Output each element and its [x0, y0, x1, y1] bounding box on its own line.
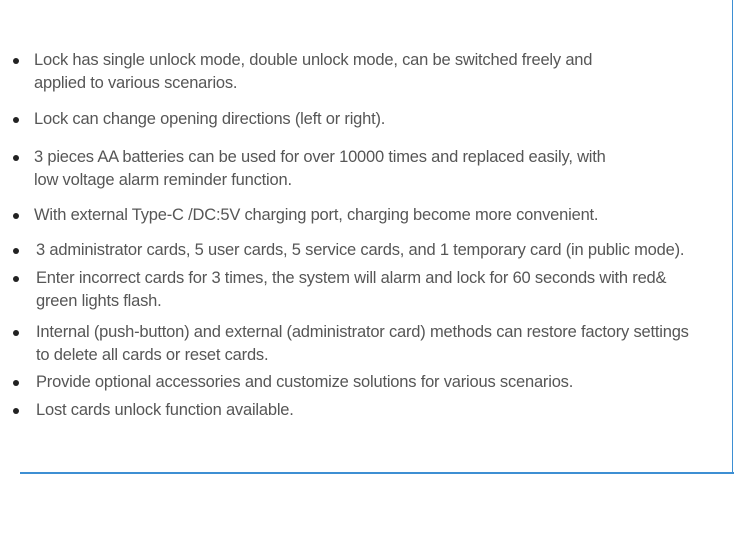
- feature-line: Internal (push-button) and external (administrator card) methods can restore factory settings: [36, 323, 689, 341]
- bullet-icon: [13, 213, 19, 219]
- feature-line: Lock has single unlock mode, double unlock mode, can be switched freely and: [34, 51, 593, 69]
- bullet-icon: [13, 330, 19, 336]
- feature-line: Enter incorrect cards for 3 times, the system will alarm and lock for 60 seconds with red&: [36, 269, 667, 287]
- feature-line: applied to various scenarios.: [34, 74, 238, 92]
- feature-line: low voltage alarm reminder function.: [34, 171, 292, 189]
- feature-text: [34, 108, 385, 131]
- bullet-icon: [13, 380, 19, 386]
- feature-text: [34, 49, 592, 95]
- bullet-icon: [13, 117, 19, 123]
- feature-line: to delete all cards or reset cards.: [36, 346, 269, 364]
- panel-bottom-border: [20, 472, 734, 474]
- feature-line: Lock can change opening directions (left or right).: [34, 110, 386, 128]
- bullet-icon: [13, 276, 19, 282]
- feature-text: [36, 399, 294, 422]
- feature-text: [34, 146, 606, 192]
- bullet-icon: [13, 155, 19, 161]
- feature-text: [36, 371, 573, 394]
- bullet-icon: [13, 58, 19, 64]
- feature-text: [36, 321, 689, 367]
- feature-line: green lights flash.: [36, 292, 162, 310]
- feature-line: 3 pieces AA batteries can be used for over 10000 times and replaced easily, with: [34, 148, 606, 166]
- feature-line: Lost cards unlock function available.: [36, 401, 294, 419]
- feature-text: [36, 267, 666, 313]
- bullet-icon: [13, 248, 19, 254]
- feature-line: With external Type-C /DC:5V charging port, charging become more convenient.: [34, 206, 599, 224]
- feature-text: [34, 204, 598, 227]
- bullet-icon: [13, 408, 19, 414]
- feature-line: 3 administrator cards, 5 user cards, 5 service cards, and 1 temporary card (in public mode).: [36, 241, 685, 259]
- feature-line: Provide optional accessories and customize solutions for various scenarios.: [36, 373, 574, 391]
- feature-text: [36, 239, 684, 262]
